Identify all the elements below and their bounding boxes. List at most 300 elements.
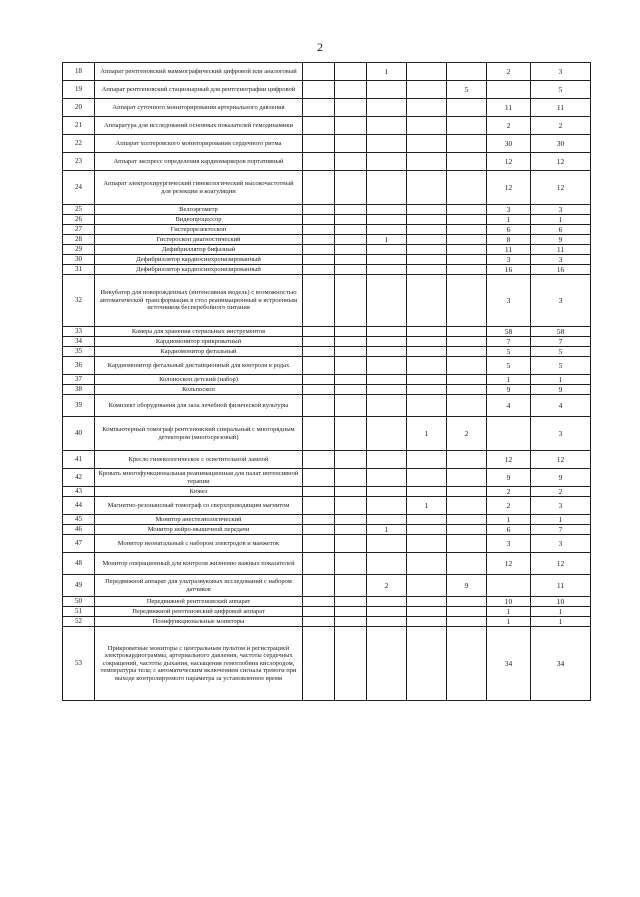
quantity-cell: 2 [487,63,531,81]
quantity-cell [407,357,447,375]
quantity-cell [447,607,487,617]
quantity-cell: 2 [531,117,591,135]
quantity-cell [447,255,487,265]
quantity-cell: 12 [531,553,591,575]
quantity-cell [335,395,367,417]
quantity-cell: 2 [367,575,407,597]
quantity-cell: 2 [531,487,591,497]
quantity-cell [335,375,367,385]
row-number: 31 [63,265,95,275]
quantity-cell [407,117,447,135]
equipment-name: Гистероскоп диагностический [95,235,303,245]
quantity-cell [303,607,335,617]
quantity-cell: 9 [531,469,591,487]
quantity-cell [335,327,367,337]
quantity-cell [303,205,335,215]
quantity-cell [367,215,407,225]
quantity-cell [367,135,407,153]
quantity-cell [335,487,367,497]
quantity-cell [303,487,335,497]
quantity-cell [407,275,447,327]
table-row [63,575,591,597]
quantity-cell [447,385,487,395]
quantity-cell: 9 [487,469,531,487]
quantity-cell [447,99,487,117]
quantity-cell: 3 [531,535,591,553]
quantity-cell [447,265,487,275]
quantity-cell: 5 [487,357,531,375]
equipment-name: Монитор нейро-мышечной передачи [95,525,303,535]
quantity-cell: 1 [531,617,591,627]
quantity-cell [447,235,487,245]
table-row [63,487,591,497]
quantity-cell [303,153,335,171]
equipment-name: Камера для хранения стерильных инструментов [95,327,303,337]
quantity-cell [303,497,335,515]
quantity-cell [407,553,447,575]
equipment-name: Колоноскоп детский (набор) [95,375,303,385]
quantity-cell [335,205,367,215]
equipment-name: Комплект оборудования для зала лечебной физической культуры [95,395,303,417]
quantity-cell [407,135,447,153]
quantity-cell [447,245,487,255]
quantity-cell [367,347,407,357]
equipment-name: Аппарат рентгеновский маммографический цифровой или аналоговый [95,63,303,81]
quantity-cell [303,265,335,275]
quantity-cell: 10 [531,597,591,607]
quantity-cell [447,215,487,225]
equipment-name: Кардиомонитор фетальный [95,347,303,357]
row-number: 44 [63,497,95,515]
quantity-cell [407,375,447,385]
row-number: 30 [63,255,95,265]
row-number: 23 [63,153,95,171]
quantity-cell [367,117,407,135]
quantity-cell [407,597,447,607]
quantity-cell: 4 [487,395,531,417]
quantity-cell: 1 [487,515,531,525]
quantity-cell [447,597,487,607]
quantity-cell [367,385,407,395]
quantity-cell [407,575,447,597]
quantity-cell: 5 [447,81,487,99]
quantity-cell: 34 [531,627,591,701]
quantity-cell [303,117,335,135]
quantity-cell [303,99,335,117]
quantity-cell [407,395,447,417]
quantity-cell [367,535,407,553]
quantity-cell: 1 [531,215,591,225]
quantity-cell [303,515,335,525]
quantity-cell [367,487,407,497]
quantity-cell [367,497,407,515]
table-row [63,81,591,99]
row-number: 29 [63,245,95,255]
equipment-name: Дефибриллятор кардиосинхронизированный [95,255,303,265]
quantity-cell [335,617,367,627]
quantity-cell [303,385,335,395]
quantity-cell [407,515,447,525]
quantity-cell: 58 [531,327,591,337]
table-row [63,497,591,515]
quantity-cell [335,235,367,245]
quantity-cell: 3 [487,205,531,215]
quantity-cell [335,225,367,235]
table-row [63,63,591,81]
quantity-cell [407,487,447,497]
quantity-cell [447,135,487,153]
quantity-cell: 2 [487,117,531,135]
quantity-cell [407,337,447,347]
quantity-cell [335,245,367,255]
row-number: 48 [63,553,95,575]
row-number: 39 [63,395,95,417]
equipment-name: Кардиомонитор прикроватный [95,337,303,347]
quantity-cell [335,153,367,171]
equipment-name: Передвижной рентгеновский цифровой аппарат [95,607,303,617]
quantity-cell [303,63,335,81]
equipment-name: Гистерорезектоскоп [95,225,303,235]
quantity-cell: 4 [531,395,591,417]
equipment-name: Кресло гинекологическое с осветительной лампой [95,451,303,469]
quantity-cell: 11 [531,575,591,597]
equipment-name: Аппарат электрохирургический гинекологический высокочастотный для резекции и коагуляции [95,171,303,205]
quantity-cell: 9 [447,575,487,597]
quantity-cell: 16 [487,265,531,275]
quantity-cell [447,617,487,627]
quantity-cell: 3 [531,497,591,515]
quantity-cell [407,81,447,99]
quantity-cell: 1 [487,607,531,617]
quantity-cell [367,99,407,117]
row-number: 51 [63,607,95,617]
equipment-name: Передвижной рентгеновский аппарат [95,597,303,607]
equipment-name: Инкубатор для новорожденных (интенсивная модель) с возможностью автоматической трансформации в стол реанимационный и встроенным источником бесперебойного питания [95,275,303,327]
table-row [63,515,591,525]
quantity-cell: 2 [447,417,487,451]
quantity-cell [447,487,487,497]
quantity-cell [367,337,407,347]
quantity-cell [407,265,447,275]
quantity-cell: 11 [487,245,531,255]
quantity-cell [407,205,447,215]
quantity-cell [303,215,335,225]
quantity-cell [367,451,407,469]
quantity-cell [335,117,367,135]
quantity-cell [407,469,447,487]
quantity-cell [303,451,335,469]
row-number: 37 [63,375,95,385]
row-number: 38 [63,385,95,395]
quantity-cell [335,497,367,515]
quantity-cell [335,451,367,469]
quantity-cell [407,607,447,617]
quantity-cell [367,153,407,171]
quantity-cell [335,607,367,617]
quantity-cell [303,617,335,627]
quantity-cell [407,347,447,357]
equipment-name: Передвижной аппарат для ультразвуковых исследований с набором датчиков [95,575,303,597]
quantity-cell: 34 [487,627,531,701]
row-number: 50 [63,597,95,607]
quantity-cell: 3 [531,63,591,81]
quantity-cell [407,327,447,337]
row-number: 53 [63,627,95,701]
row-number: 28 [63,235,95,245]
quantity-cell [303,235,335,245]
quantity-cell: 3 [487,535,531,553]
quantity-cell [447,63,487,81]
quantity-cell: 9 [531,235,591,245]
table-row [63,265,591,275]
equipment-name: Аппарат суточного мониторирования артериального давления [95,99,303,117]
quantity-cell: 9 [487,385,531,395]
quantity-cell [367,375,407,385]
quantity-cell [367,205,407,215]
table-row [63,535,591,553]
quantity-cell: 12 [531,171,591,205]
quantity-cell: 11 [487,99,531,117]
row-number: 20 [63,99,95,117]
quantity-cell [367,469,407,487]
quantity-cell: 10 [487,597,531,607]
quantity-cell [303,597,335,607]
equipment-name: Монитор неонатальный с набором электродов и манжеток [95,535,303,553]
quantity-cell [407,153,447,171]
quantity-cell [407,225,447,235]
table-row [63,225,591,235]
quantity-cell: 6 [531,225,591,235]
equipment-name: Аппаратура для исследований основных показателей гемодинамики [95,117,303,135]
table-row [63,275,591,327]
table-row [63,337,591,347]
quantity-cell [367,395,407,417]
equipment-name: Кювез [95,487,303,497]
quantity-cell [447,451,487,469]
row-number: 52 [63,617,95,627]
quantity-cell: 1 [487,215,531,225]
row-number: 34 [63,337,95,347]
quantity-cell: 3 [531,417,591,451]
equipment-table [62,62,591,701]
quantity-cell [303,375,335,385]
quantity-cell: 6 [487,525,531,535]
quantity-cell [407,385,447,395]
table-row [63,627,591,701]
quantity-cell [303,469,335,487]
quantity-cell: 1 [487,375,531,385]
quantity-cell [367,417,407,451]
table-row [63,215,591,225]
quantity-cell: 12 [531,451,591,469]
quantity-cell [447,205,487,215]
table-row [63,135,591,153]
quantity-cell [447,497,487,515]
table-row [63,205,591,215]
quantity-cell [367,607,407,617]
quantity-cell: 3 [487,275,531,327]
quantity-cell [303,535,335,553]
quantity-cell [335,275,367,327]
table-row [63,553,591,575]
quantity-cell [447,327,487,337]
quantity-cell [303,245,335,255]
quantity-cell [407,627,447,701]
row-number: 26 [63,215,95,225]
quantity-cell [335,347,367,357]
quantity-cell [407,99,447,117]
quantity-cell [447,515,487,525]
quantity-cell: 1 [487,617,531,627]
row-number: 36 [63,357,95,375]
quantity-cell: 2 [487,497,531,515]
quantity-cell: 9 [531,385,591,395]
row-number: 45 [63,515,95,525]
quantity-cell: 11 [531,245,591,255]
row-number: 32 [63,275,95,327]
quantity-cell: 11 [531,99,591,117]
quantity-cell [303,275,335,327]
quantity-cell: 1 [367,525,407,535]
equipment-name: Велоэргометр [95,205,303,215]
quantity-cell [407,215,447,225]
quantity-cell: 1 [531,375,591,385]
equipment-name: Магнитно-резонансный томограф со сверхпроводящим магнитом [95,497,303,515]
row-number: 27 [63,225,95,235]
equipment-name: Кровать многофункциональная реанимационная для палат интенсивной терапии [95,469,303,487]
equipment-name: Дефибриллятор бифазный [95,245,303,255]
quantity-cell: 16 [531,265,591,275]
quantity-cell [367,225,407,235]
quantity-cell [487,81,531,99]
quantity-cell: 12 [487,451,531,469]
equipment-name: Видеопроцессор [95,215,303,225]
row-number: 42 [63,469,95,487]
quantity-cell: 12 [487,153,531,171]
quantity-cell [447,553,487,575]
quantity-cell [303,525,335,535]
quantity-cell [335,99,367,117]
quantity-cell [335,525,367,535]
equipment-name: Аппарат экспресс определения кардиомаркеров портативный [95,153,303,171]
table-row [63,117,591,135]
quantity-cell [335,255,367,265]
quantity-cell [487,575,531,597]
quantity-cell: 7 [531,525,591,535]
row-number: 18 [63,63,95,81]
quantity-cell [447,275,487,327]
table-row [63,99,591,117]
quantity-cell: 1 [367,235,407,245]
table-row [63,327,591,337]
quantity-cell: 1 [367,63,407,81]
quantity-cell: 1 [407,497,447,515]
quantity-cell [447,357,487,375]
table-row [63,171,591,205]
quantity-cell [367,627,407,701]
quantity-cell [303,327,335,337]
quantity-cell [407,451,447,469]
row-number: 46 [63,525,95,535]
quantity-cell [303,337,335,347]
quantity-cell [303,225,335,235]
quantity-cell [335,63,367,81]
quantity-cell [367,275,407,327]
row-number: 21 [63,117,95,135]
quantity-cell [335,627,367,701]
quantity-cell [407,255,447,265]
quantity-cell [303,395,335,417]
quantity-cell [335,553,367,575]
quantity-cell [367,171,407,205]
row-number: 40 [63,417,95,451]
quantity-cell: 1 [407,417,447,451]
table-row [63,245,591,255]
quantity-cell: 7 [531,337,591,347]
quantity-cell: 3 [531,275,591,327]
quantity-cell [303,171,335,205]
table-row [63,617,591,627]
quantity-cell: 2 [487,487,531,497]
quantity-cell [407,63,447,81]
quantity-cell [447,171,487,205]
table-row [63,235,591,245]
quantity-cell [335,81,367,99]
quantity-cell [335,135,367,153]
quantity-cell: 30 [531,135,591,153]
quantity-cell [447,153,487,171]
quantity-cell [335,575,367,597]
quantity-cell [447,225,487,235]
quantity-cell: 12 [487,553,531,575]
quantity-cell [335,357,367,375]
table-row [63,417,591,451]
table-row [63,469,591,487]
quantity-cell: 7 [487,337,531,347]
row-number: 49 [63,575,95,597]
quantity-cell [447,469,487,487]
quantity-cell [447,525,487,535]
table-row [63,357,591,375]
quantity-cell: 30 [487,135,531,153]
table-row [63,451,591,469]
table-row [63,375,591,385]
quantity-cell [367,597,407,607]
table-body [63,63,591,701]
quantity-cell [303,347,335,357]
quantity-cell [367,515,407,525]
quantity-cell: 5 [531,347,591,357]
quantity-cell [367,245,407,255]
quantity-cell: 1 [531,515,591,525]
quantity-cell [335,417,367,451]
quantity-cell [335,469,367,487]
row-number: 43 [63,487,95,497]
equipment-name: Монитор операционный для контроля жизненно важных показателей [95,553,303,575]
row-number: 35 [63,347,95,357]
quantity-cell [367,617,407,627]
equipment-name: Монитор анестезиологический [95,515,303,525]
quantity-cell [367,327,407,337]
quantity-cell [407,171,447,205]
quantity-cell [335,385,367,395]
row-number: 25 [63,205,95,215]
quantity-cell [303,627,335,701]
table-row [63,525,591,535]
quantity-cell [303,135,335,153]
quantity-cell [407,535,447,553]
quantity-cell: 5 [487,347,531,357]
